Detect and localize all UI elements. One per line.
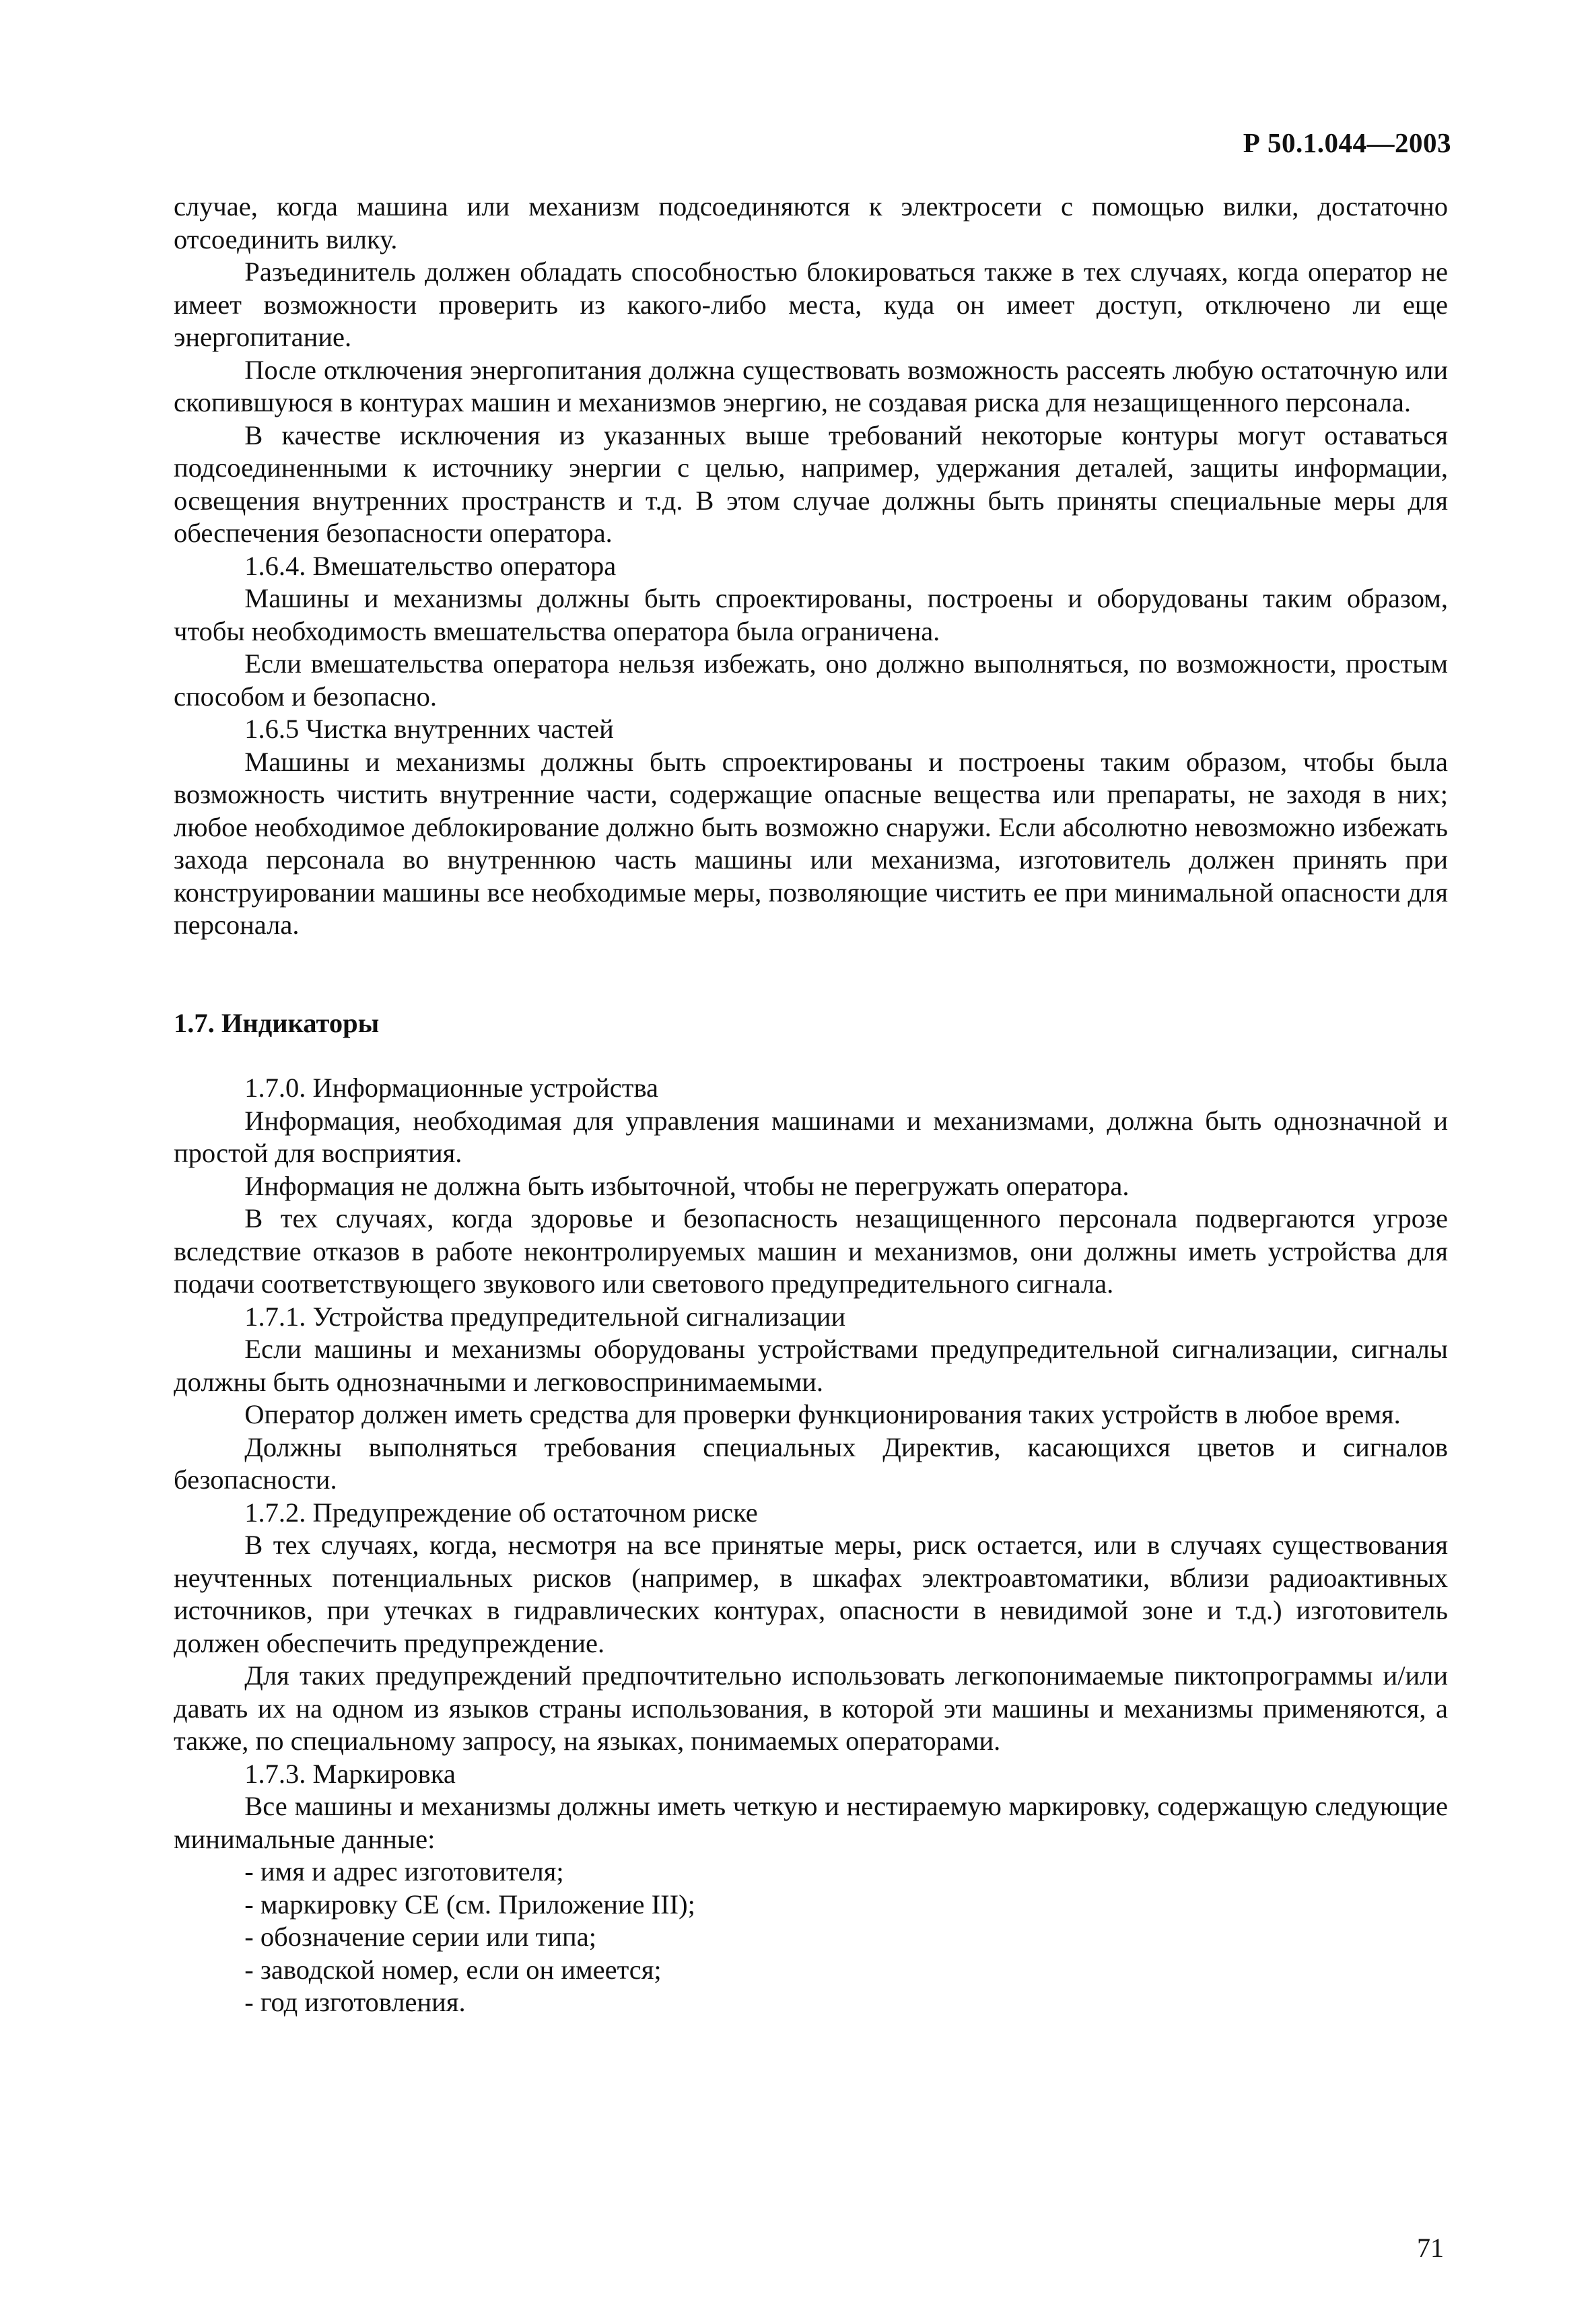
paragraph: Разъединитель должен обладать способностью блокироваться также в тех случаях, когда оператор не имеет возможности проверить из какого-либо места, куда он имеет доступ, отключено ли еще энергопитание. — [174, 257, 1448, 352]
paragraph: Если вмешательства оператора нельзя избежать, оно должно выполняться, по возможности, простым способом и безопасно. — [174, 648, 1448, 712]
paragraph: После отключения энергопитания должна существовать возможность рассеять любую остаточную или скопившуюся в контурах машин и механизмов энергию, не создавая риска для незащищенного персонала. — [174, 354, 1448, 417]
paragraph: Все машины и механизмы должны иметь четкую и нестираемую маркировку, содержащую следующие минимальные данные: — [174, 1791, 1448, 1854]
section-title: 1.7. Индикаторы — [174, 1007, 380, 1038]
page-number: 71 — [1417, 2233, 1444, 2263]
subsection-heading: 1.7.2. Предупреждение об остаточном риске — [244, 1497, 758, 1528]
subsection-heading: 1.6.4. Вмешательство оператора — [244, 550, 617, 581]
list-item: - обозначение серии или типа; — [244, 1922, 596, 1952]
paragraph: В качестве исключения из указанных выше требований некоторые контуры могут оставаться подсоединенными к источнику энергии с целью, например, удержания деталей, защиты информации, освещения внутренних пространств и т.д. В этом случае должны быть приняты специальные меры для обеспечения безопасности оператора. — [174, 419, 1448, 548]
list-item: - год изготовления. — [244, 1987, 466, 2017]
subsection-heading: 1.7.3. Маркировка — [244, 1758, 456, 1789]
paragraph: В тех случаях, когда, несмотря на все принятые меры, риск остается, или в случаях существования неучтенных потенциальных рисков (например, в шкафах электроавтоматики, вблизи радиоактивных источников, при утечках в гидравлических контурах, опасности в невидимой зоне и т.д.) изготовитель должен обеспечить предупреждение. — [174, 1530, 1448, 1658]
document-code: Р 50.1.044—2003 — [1243, 127, 1451, 158]
list-item: - маркировку СЕ (см. Приложение III); — [244, 1889, 695, 1920]
paragraph: Машины и механизмы должны быть спроектированы и построены таким образом, чтобы была возможность чистить внутренние части, содержащие опасные вещества или препараты, не заходя в них; любое необходимое деблокирование должно быть возможно снаружи. Если абсолютно невозможно избежать захода персонала во внутреннюю часть машины или механизма, изготовитель должен принять при конструировании машины все необходимые меры, позволяющие чистить ее при минимальной опасности для персонала. — [174, 746, 1448, 940]
paragraph: Оператор должен иметь средства для проверки функционирования таких устройств в любое время. — [244, 1399, 1401, 1429]
paragraph: В тех случаях, когда здоровье и безопасность незащищенного персонала подвергаются угрозе вследствие отказов в работе неконтролируемых машин и механизмов, они должны иметь устройства для подачи соответствующего звукового или светового предупредительного сигнала. — [174, 1203, 1448, 1299]
document-body — [174, 191, 1448, 2019]
list-item: - имя и адрес изготовителя; — [244, 1856, 564, 1887]
subsection-heading: 1.6.5 Чистка внутренних частей — [244, 714, 614, 744]
paragraph: Информация, необходимая для управления машинами и механизмами, должна быть однозначной и простой для восприятия. — [174, 1105, 1448, 1168]
paragraph: Должны выполняться требования специальных Директив, касающихся цветов и сигналов безопасности. — [174, 1431, 1448, 1495]
spacer — [174, 942, 1448, 1007]
paragraph: Для таких предупреждений предпочтительно использовать легкопонимаемые пиктопрограммы и/или давать их на одном из языков страны использования, в которой эти машины и механизмы применяются, а также, по специальному запросу, на языках, понимаемых операторами. — [174, 1660, 1448, 1756]
paragraph: Если машины и механизмы оборудованы устройствами предупредительной сигнализации, сигналы должны быть однозначными и легковоспринимаемыми. — [174, 1334, 1448, 1397]
subsection-heading: 1.7.1. Устройства предупредительной сигнализации — [244, 1301, 846, 1332]
list-item: - заводской номер, если он имеется; — [244, 1954, 662, 1985]
paragraph: Информация не должна быть избыточной, чтобы не перегружать оператора. — [244, 1170, 1130, 1201]
paragraph: Машины и механизмы должны быть спроектированы, построены и оборудованы таким образом, чтобы необходимость вмешательства оператора была ограничена. — [174, 583, 1448, 646]
paragraph-continuation: случае, когда машина или механизм подсоединяются к электросети с помощью вилки, достаточно отсоединить вилку. — [174, 191, 1448, 255]
spacer — [174, 1040, 1448, 1072]
subsection-heading: 1.7.0. Информационные устройства — [244, 1073, 659, 1103]
